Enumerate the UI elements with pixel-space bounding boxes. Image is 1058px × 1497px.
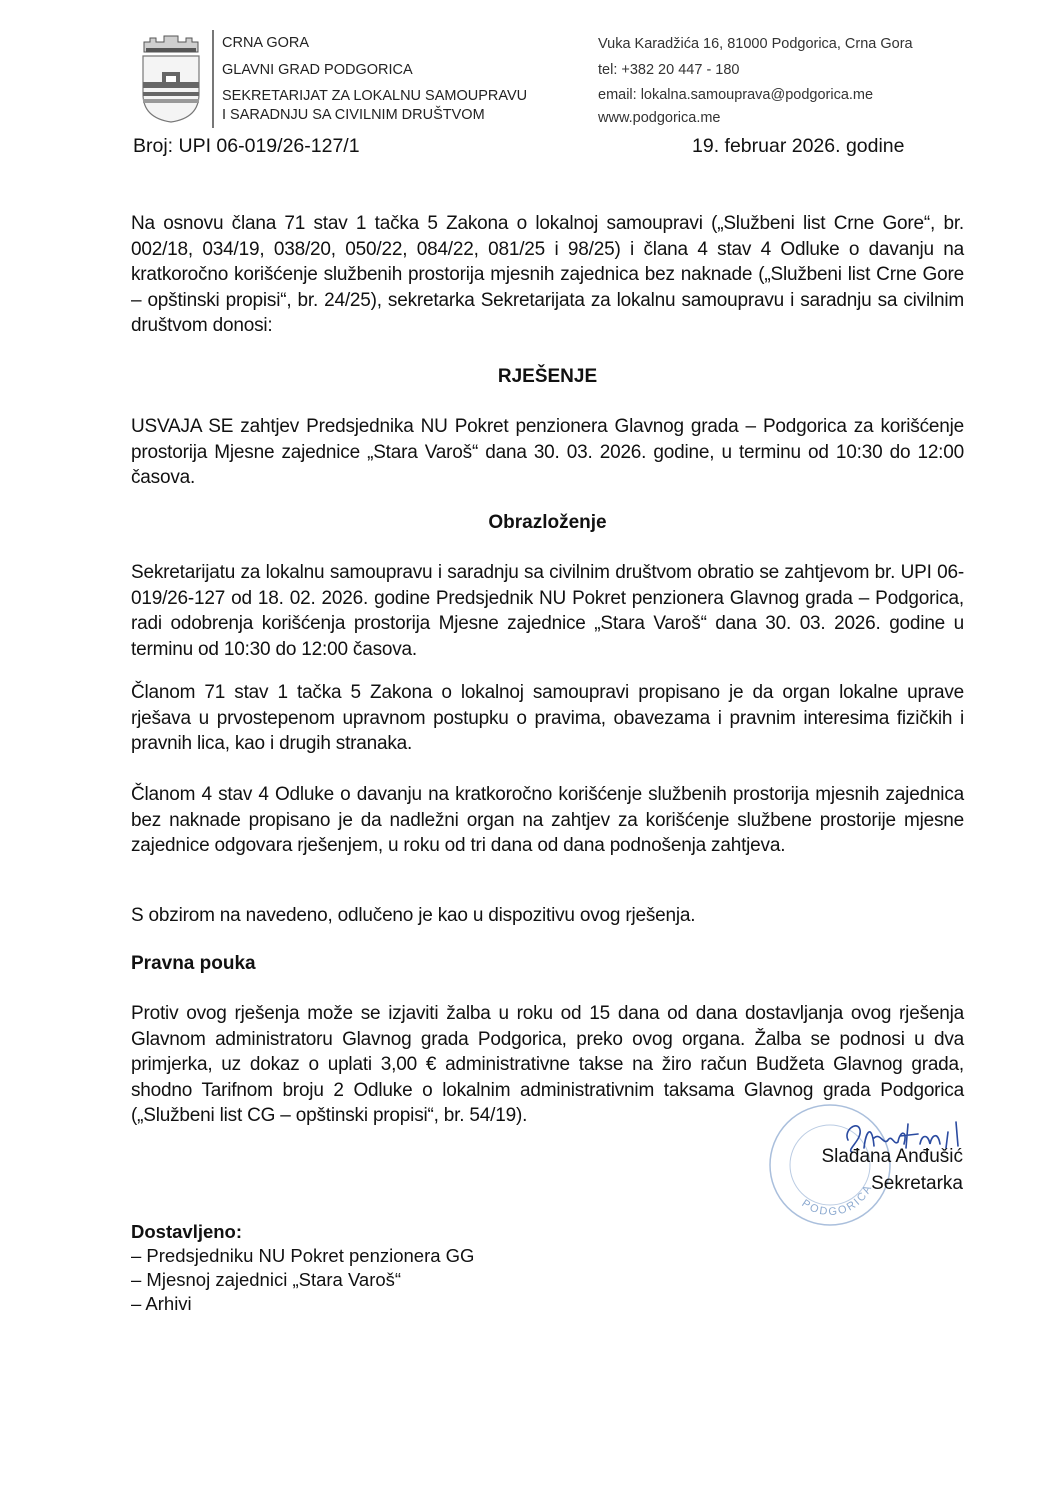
org-line-country: CRNA GORA [222,35,310,51]
org-line-secretariat-2: I SARADNJU SA CIVILNIM DRUŠTVOM [222,107,485,123]
legal-remedy-paragraph: Protiv ovog rješenja može se izjaviti žalba u roku od 15 dana od dana dostavljanja ovog rješenja Glavnom administratoru Glavnog grada Podgorica, preko ovog organa. Žalba se podnosi u dva primjerka, uz dokaz o uplati 3,00 € administrativne takse na žiro račun Budžeta Glavnog grada, shodno Tarifnom broju 2 Odluke o lokalnim administrativnim taksama Glavnog grada Podgorica („Službeni list CG – opštinski propisi“, br. 54/19). [131,1003,964,1126]
reference-number: Broj: UPI 06-019/26-127/1 [133,135,360,157]
reasoning-paragraph-4: S obzirom na navedeno, odlučeno je kao u dispozitivu ovog rješenja. [131,905,696,926]
reasoning-paragraph-3: Članom 4 stav 4 Odluke o davanju na kratkoročno korišćenje službenih prostorija mjesnih zajednica bez naknade propisano je da nadležni organ na zahtjev za korišćenje službene prostorije mjesne zajednice odgovara rješenjem, u roku od tri dana od dana podnošenja zahtjeva. [131,784,964,856]
contact-phone: tel: +382 20 447 - 180 [598,62,740,78]
org-line-secretariat: SEKRETARIJAT ZA LOKALNU SAMOUPRAVU [222,88,528,104]
reasoning-paragraph-2: Članom 71 stav 1 tačka 5 Zakona o lokalnoj samoupravi propisano je da organ lokalne uprave rješava u prvostepenom upravnom postupku o pravima, obavezama i pravnim interesima fizičkih i pravnih lica, kao i drugih stranaka. [131,682,964,754]
decision-title: RJEŠENJE [497,366,598,387]
preamble-paragraph: Na osnovu člana 71 stav 1 tačka 5 Zakona o lokalnoj samoupravi („Službeni list Crne Gore“, br. 002/18, 034/19, 038/20, 050/22, 084/22, 081/25 i 98/25) i člana 4 stav 4 Odluke o davanju na kratkoročno korišćenje službenih prostorija mjesnih zajednica bez naknade („Službeni list Crne Gore – opštinski propisi“, br. 24/25), sekretarka Sekretarijata za lokalnu samoupravu i saradnju sa civilnim društvom donosi: [131,213,964,336]
reasoning-title: Obrazloženje [488,512,607,533]
decision-paragraph: USVAJA SE zahtjev Predsjednika NU Pokret penzionera Glavnog grada – Podgorica za korišćenje prostorija Mjesne zajednice „Stara Varoš“ dana 30. 03. 2026. godine, u terminu od 10:30 do 12:00 časova. [131,416,964,488]
delivered-item: – Arhivi [131,1293,192,1314]
delivered-block [131,1220,474,1316]
signatory-title: Sekretarka [871,1173,963,1194]
org-line-city: GLAVNI GRAD PODGORICA [222,62,413,78]
coat-of-arms-icon [140,32,202,124]
delivered-item: – Mjesnoj zajednici „Stara Varoš“ [131,1269,402,1290]
contact-email: email: lokalna.samouprava@podgorica.me [598,87,874,103]
signatory-name: Slađana Anđušić [821,1146,963,1167]
delivered-title: Dostavljeno: [131,1221,243,1242]
header-divider [212,30,214,128]
delivered-item: – Predsjedniku NU Pokret penzionera GG [131,1245,475,1266]
contact-website: www.podgorica.me [598,110,721,126]
legal-remedy-title: Pravna pouka [131,953,256,974]
document-date: 19. februar 2026. godine [692,135,905,157]
contact-address: Vuka Karadžića 16, 81000 Podgorica, Crna Gora [598,36,913,52]
reasoning-paragraph-1: Sekretarijatu za lokalnu samoupravu i saradnju sa civilnim društvom obratio se zahtjevom br. UPI 06-019/26-127 od 18. 02. 2026. godine Predsjednik NU Pokret penzionera Glavnog grada – Podgorica, radi odobrenja korišćenja prostorija Mjesne zajednice „Stara Varoš“ dana 30. 03. 2026. godine u terminu od 10:30 do 12:00 časova. [131,562,964,660]
svg-text:PODGORICA: PODGORICA [799,1182,875,1219]
